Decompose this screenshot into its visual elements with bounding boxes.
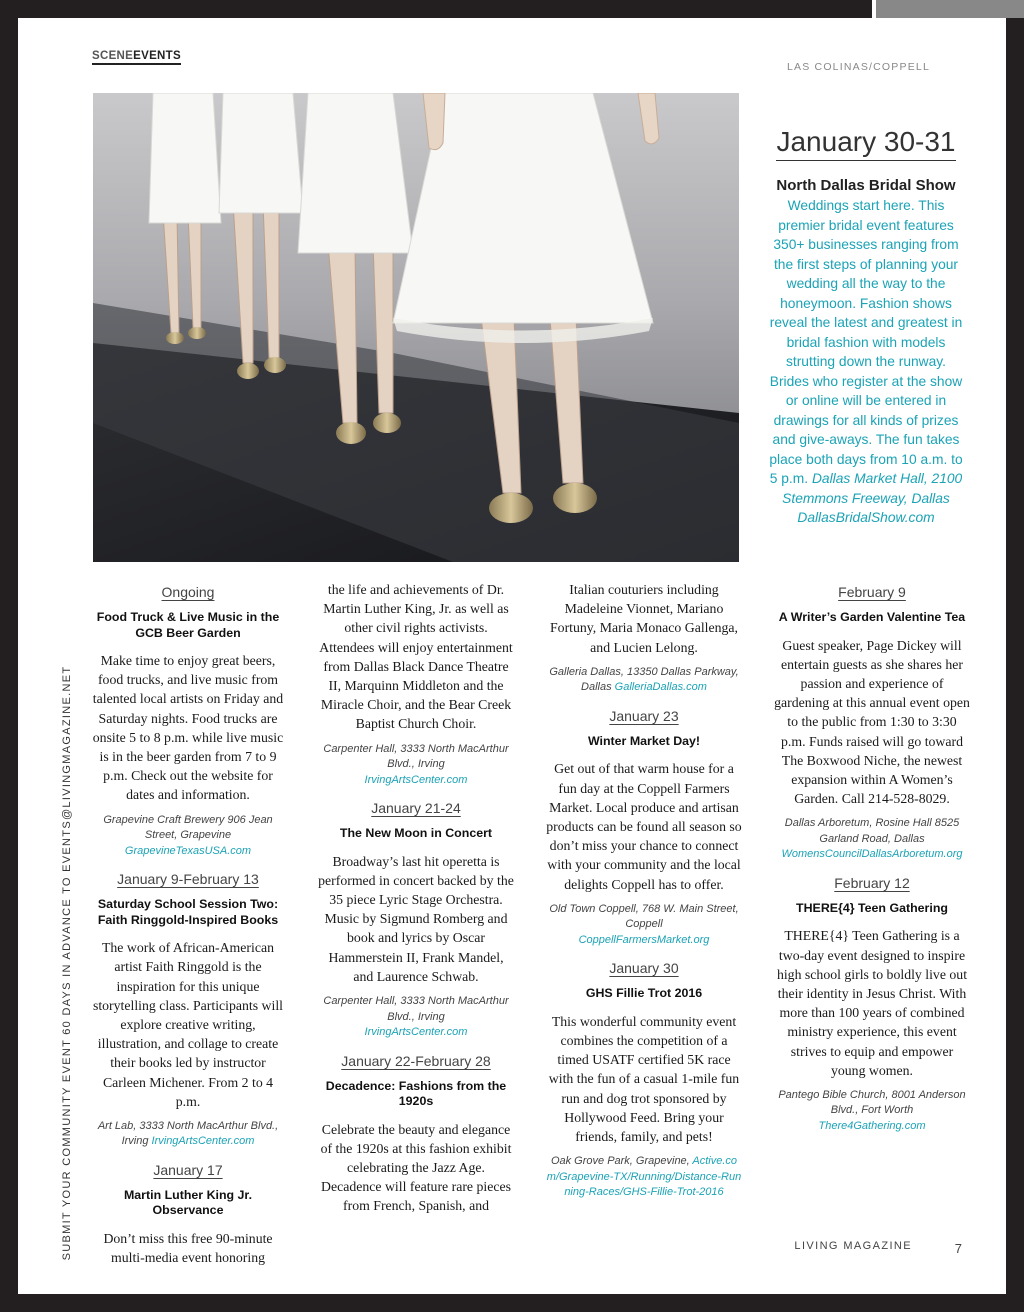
corner-tab-fill xyxy=(876,0,1024,18)
events-column-2 xyxy=(318,578,514,1224)
event-date: February 12 xyxy=(834,874,910,891)
event-link[interactable]: GalleriaDallas.com xyxy=(614,681,707,694)
featured-event-text: Weddings start here. This premier bridal event features 350+ businesses ranging from the first steps of planning your wedding all the way to the honeymoon. Fashion shows reveal the latest and greatest in bridal fashion with models strutting down the runway. Brides who register at the show or online will be entered in drawings for all kinds of prizes and give-aways. The fun takes place both days from 10 a.m. to 5 p.m. xyxy=(769,198,963,486)
event-venue-text: Dallas Arboretum, Rosine Hall 8525 Garland Road, Dallas xyxy=(784,817,960,845)
event-description: Guest speaker, Page Dickey will entertain guests as she shares her passion and experience of gardening at this annual event open to the public from 1:30 to 3:30 p.m. Funds raised will go toward The Boxwood Niche, the newest expansion within A Women’s Garden. Call 214-528-8029. xyxy=(774,637,970,807)
event-venue xyxy=(90,1119,286,1150)
events-column-1 xyxy=(90,578,286,1275)
event-description: Broadway’s last hit operetta is performed in concert backed by the 35 piece Lyric Stage Orchestra. Music by Sigmund Romberg and book and lyrics by Oscar Hammerstein II, Frank Mandel, and Laurence Schwab. xyxy=(318,853,514,984)
event-venue-text: Grapevine Craft Brewery 906 Jean Street, Grapevine xyxy=(103,813,273,842)
featured-event-date: January 30-31 xyxy=(776,126,955,161)
event-link[interactable]: IrvingArtsCenter.com xyxy=(364,773,468,786)
event-venue xyxy=(774,1088,970,1135)
event-description: Celebrate the beauty and elegance of the 1920s at this fashion exhibit celebrating the Jazz Age. Decadence will feature rare pieces from French, Spanish, and xyxy=(320,1121,512,1214)
event-title: Saturday School Session Two: Faith Ringgold-Inspired Books xyxy=(97,897,279,927)
event-date: January 17 xyxy=(153,1161,223,1178)
event-description: THERE{4} Teen Gathering is a two-day event designed to inspire high school girls to boldly live out their identity in Jesus Christ. With more than 100 years of combined ministry experience, this event strives to equip and empower young women. xyxy=(776,928,968,1078)
event-title: Food Truck & Live Music in the GCB Beer Garden xyxy=(96,610,280,640)
event-title: The New Moon in Concert xyxy=(339,826,493,841)
event-title: THERE{4} Teen Gathering xyxy=(796,900,948,915)
event-venue-text: Old Town Coppell, 768 W. Main Street, Coppell xyxy=(549,902,739,931)
event-link[interactable]: CoppellFarmersMarket.org xyxy=(578,933,710,946)
events-column-3 xyxy=(546,578,742,1213)
event-title: A Writer’s Garden Valentine Tea xyxy=(778,610,966,624)
event-venue xyxy=(546,1154,742,1201)
event-venue xyxy=(546,902,742,949)
runway-photo xyxy=(93,93,739,562)
event-venue-text: Carpenter Hall, 3333 North MacArthur Blvd., Irving xyxy=(323,995,509,1023)
event-title: GHS Fillie Trot 2016 xyxy=(585,986,703,1001)
section-scene: SCENE xyxy=(92,50,134,62)
event-title: Martin Luther King Jr. Observance xyxy=(123,1187,253,1218)
event-venue-text: Carpenter Hall, 3333 North MacArthur Blvd., Irving xyxy=(323,742,509,771)
event-venue-text: Oak Grove Park, Grapevine, xyxy=(550,1155,690,1168)
featured-event xyxy=(766,126,966,528)
event-date: January 9-February 13 xyxy=(117,871,259,888)
event-description: This wonderful community event combines the competition of a timed USATF certified 5K race with the fun of a casual 1-mile fun run and dog trot sponsored by Hollywood Feed. Bring your friends, family, and pets! xyxy=(548,1013,740,1144)
submission-note-text: SUBMIT YOUR COMMUNITY EVENT 60 DAYS IN ADVANCE TO EVENTS@LIVINGMAGAZINE.NET xyxy=(61,665,73,1261)
event-description: The work of African-American artist Faith Ringgold is the inspiration for this unique storytelling class. Participants will explore creative writing, illustration, and collage to create their books led by instructor Carleen Michener. From 2 to 4 p.m. xyxy=(92,940,284,1109)
event-venue xyxy=(546,665,742,696)
event-link[interactable]: Active.com/Grapevine-TX/Running/Distance-Running-Races/GHS-Fillie-Trot-2016 xyxy=(546,1155,742,1199)
event-venue-text: Galleria Dallas, 13350 Dallas Parkway, Dallas xyxy=(549,665,739,694)
event-description: Don’t miss this free 90-minute multi-media event honoring xyxy=(103,1230,273,1266)
event-description: Get out of that warm house for a fun day at the Coppell Farmers Market. Local produce and artisan products can be found all season so don’t miss your chance to connect with your community and the local delights Coppell has to offer. xyxy=(546,761,742,892)
event-date: January 23 xyxy=(609,707,679,724)
event-link[interactable]: GrapevineTexasUSA.com xyxy=(124,844,252,857)
event-date: January 22-February 28 xyxy=(341,1052,491,1069)
featured-event-title: North Dallas Bridal Show xyxy=(776,177,956,194)
featured-event-venue: Dallas Market Hall, 2100 Stemmons Freeway, Dallas DallasBridalShow.com xyxy=(782,471,963,525)
event-venue xyxy=(90,813,286,860)
event-title: Winter Market Day! xyxy=(587,733,701,748)
event-description: the life and achievements of Dr. Martin Luther King, Jr. as well as other civil rights activists. Attendees will enjoy entertainment from Dallas Black Dance Theatre II, Marquinn Middleton and the Miracle Choir, and the Bear Creek Baptist Church Choir. xyxy=(319,582,513,732)
event-date: January 21-24 xyxy=(371,800,461,817)
section-tag xyxy=(92,50,181,65)
event-date: Ongoing xyxy=(161,584,215,600)
event-date: February 9 xyxy=(838,584,906,600)
event-link[interactable]: WomensCouncilDallasArboretum.org xyxy=(781,848,963,861)
magazine-page xyxy=(18,18,1006,1294)
corner-tab xyxy=(872,0,1024,18)
event-title: Decadence: Fashions from the 1920s xyxy=(325,1078,507,1109)
section-events: EVENTS xyxy=(133,50,181,62)
event-venue-text: Art Lab, 3333 North MacArthur Blvd., Irving xyxy=(97,1119,279,1148)
magazine-name: LIVING MAGAZINE xyxy=(794,1240,912,1252)
event-date: January 30 xyxy=(609,960,679,977)
event-description: Make time to enjoy great beers, food trucks, and live music from talented local artists on Friday and Saturday nights. Food trucks are onsite 5 to 8 p.m. while live music is in the beer garden from 7 to 9 p.m. Check out the website for dates and information. xyxy=(92,653,284,803)
region-label: LAS COLINAS/COPPELL xyxy=(786,61,930,73)
event-venue xyxy=(318,994,514,1041)
event-link[interactable]: IrvingArtsCenter.com xyxy=(364,1026,468,1039)
event-link[interactable]: There4Gathering.com xyxy=(818,1119,926,1132)
event-link[interactable]: IrvingArtsCenter.com xyxy=(151,1135,255,1148)
event-venue xyxy=(774,816,970,863)
event-venue-text: Pantego Bible Church, 8001 Anderson Blvd., Fort Worth xyxy=(778,1088,966,1117)
page-number: 7 xyxy=(954,1241,962,1256)
submission-note xyxy=(58,665,76,1261)
events-column-4 xyxy=(774,578,970,1146)
featured-event-body xyxy=(766,196,966,528)
event-description: Italian couturiers including Madeleine Vionnet, Mariano Fortuny, Maria Monaco Gallenga, and Lucien Lelong. xyxy=(550,582,738,655)
event-venue xyxy=(318,742,514,789)
